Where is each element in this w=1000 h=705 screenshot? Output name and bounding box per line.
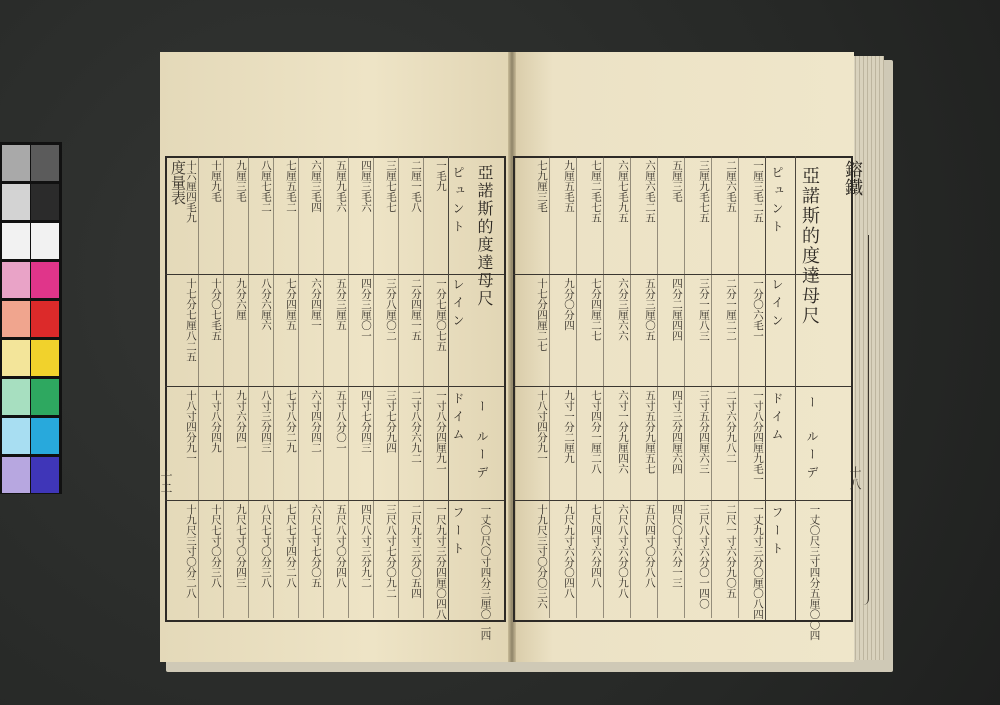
band-divider: [165, 500, 504, 501]
table-cell: 十厘九毛: [210, 160, 222, 202]
column-rule: [711, 156, 712, 618]
table-cell: 七九厘三毛: [536, 160, 548, 213]
table-cell: 四尺八寸三分九二: [360, 504, 372, 588]
table-cell: 五尺八寸〇分四八: [335, 504, 347, 588]
table-cell: 四分三厘〇一: [360, 278, 372, 341]
swatch: [31, 457, 59, 493]
table-cell: 五尺四寸〇分八八: [644, 504, 656, 588]
right-label-deim: ドイム: [770, 392, 784, 446]
column-rule: [298, 156, 299, 618]
table-cell: 三厘七毛七: [385, 160, 397, 213]
column-rule: [684, 156, 685, 618]
right-roede-label: ルーデ: [805, 430, 819, 484]
right-label-voet: フート: [770, 506, 784, 560]
left-roede-mark: ー: [475, 400, 489, 418]
table-cell: 七分四厘二七: [590, 278, 602, 341]
table-cell: 九寸一分二厘九: [563, 390, 575, 464]
column-rule: [223, 156, 224, 618]
right-label-rein: レイン: [770, 278, 784, 332]
table-cell: 二寸八分六九二: [410, 390, 422, 464]
column-rule: [348, 156, 349, 618]
swatch: [2, 184, 30, 220]
table-cell: 九厘五毛五: [563, 160, 575, 213]
table-cell: 一寸八分四厘九毛一: [752, 390, 764, 485]
table-cell: 四厘三毛六: [360, 160, 372, 213]
right-roede-mark: ー: [805, 396, 819, 414]
swatch: [2, 418, 30, 454]
swatch: [31, 223, 59, 259]
right-roede-value: 一丈〇尺三寸四分五厘〇〇四: [808, 504, 821, 641]
table-cell: 七寸八分二九: [285, 390, 297, 453]
swatch: [31, 145, 59, 181]
table-cell: 五寸八分〇一: [335, 390, 347, 453]
table-cell: 三分八厘〇二: [385, 278, 397, 341]
header-divider: [765, 156, 766, 620]
table-cell: 六尺八寸六分〇九八: [617, 504, 629, 599]
table-cell: 九尺七寸〇分四三: [235, 504, 247, 588]
table-cell: 六寸一分九厘四六: [617, 390, 629, 474]
column-rule: [423, 156, 424, 618]
left-margin-title: 度量表: [169, 160, 187, 205]
swatch: [31, 184, 59, 220]
table-cell: 十九尺三寸〇分〇三六: [536, 504, 548, 609]
table-cell: 二厘一毛八: [410, 160, 422, 213]
table-cell: 五分三厘五: [335, 278, 347, 331]
column-rule: [323, 156, 324, 618]
column-rule: [549, 156, 550, 618]
swatch: [2, 262, 30, 298]
table-cell: 十寸八分四九: [210, 390, 222, 453]
table-cell: 五厘九毛六: [335, 160, 347, 213]
table-cell: 五分三厘〇五: [644, 278, 656, 341]
table-cell: 七寸四分一厘二八: [590, 390, 602, 474]
band-divider: [165, 274, 504, 275]
table-cell: 三分一厘八三: [698, 278, 710, 341]
header-divider: [448, 156, 449, 620]
table-cell: 十八寸四分九一: [536, 390, 548, 464]
table-cell: 十九尺三寸〇分二八: [185, 504, 197, 599]
table-cell: 十七分四厘二七: [536, 278, 548, 352]
table-cell: 八尺七寸〇分三八: [260, 504, 272, 588]
table-cell: 四寸三分四厘六四: [671, 390, 683, 474]
table-cell: 四分二厘四四: [671, 278, 683, 341]
right-margin-border: [858, 235, 869, 605]
right-margin-folio: 十八: [848, 466, 862, 490]
table-cell: 八分六厘六: [260, 278, 272, 331]
table-cell: 六尺七寸七分〇五: [310, 504, 322, 588]
table-cell: 六厘三毛四: [310, 160, 322, 213]
table-cell: 五寸五分九厘五七: [644, 390, 656, 474]
column-rule: [603, 156, 604, 618]
table-cell: 三尺八寸六分〇一四〇: [698, 504, 710, 609]
table-cell: 六厘六毛二五: [644, 160, 656, 223]
table-cell: 十八寸四分九一: [185, 390, 197, 464]
table-cell: 十七分七厘八二五: [185, 278, 197, 362]
table-cell: 二尺九寸三分〇五四: [410, 504, 422, 599]
column-rule: [738, 156, 739, 618]
swatch: [2, 457, 30, 493]
table-cell: 八寸三分四三: [260, 390, 272, 453]
column-rule: [630, 156, 631, 618]
table-cell: 四寸七分四三: [360, 390, 372, 453]
band-divider: [165, 386, 504, 387]
table-cell: 一厘三毛二五: [752, 160, 764, 223]
table-cell: 十尺七寸〇分三八: [210, 504, 222, 588]
left-title: 亞諾斯的度達母尺: [475, 164, 494, 308]
table-cell: 七厘五毛二: [285, 160, 297, 213]
column-rule: [273, 156, 274, 618]
table-cell: 一寸八分四厘九一: [435, 390, 447, 474]
table-cell: 二寸六分九八二: [725, 390, 737, 464]
column-rule: [198, 156, 199, 618]
table-cell: 六分三厘六六: [617, 278, 629, 341]
table-cell: 九寸六分四一: [235, 390, 247, 453]
column-rule: [373, 156, 374, 618]
column-rule: [398, 156, 399, 618]
column-rule: [657, 156, 658, 618]
swatch: [31, 262, 59, 298]
header-divider: [795, 156, 796, 620]
right-title: 亞諾斯的度達母尺: [799, 166, 820, 326]
band-divider: [513, 500, 851, 501]
table-cell: 七尺四寸六分四八: [590, 504, 602, 588]
table-cell: 一分七厘〇七五: [435, 278, 447, 352]
swatch: [2, 145, 30, 181]
right-label-peunt: ピュント: [770, 166, 784, 238]
table-cell: 十分〇七毛五: [210, 278, 222, 341]
table-cell: 二尺一寸六分九〇五: [725, 504, 737, 599]
table-cell: 七分四厘五: [285, 278, 297, 331]
table-cell: 三尺八寸七分〇九二: [385, 504, 397, 599]
swatch: [31, 340, 59, 376]
table-cell: 九分六厘: [235, 278, 247, 320]
left-label-peunt: ピュント: [451, 166, 465, 238]
swatch: [2, 223, 30, 259]
color-checker: [0, 142, 62, 494]
table-cell: 六厘七毛九五: [617, 160, 629, 223]
table-cell: 二分一厘二二: [725, 278, 737, 341]
table-cell: 一毛九: [435, 160, 447, 192]
table-cell: 五厘三毛: [671, 160, 683, 202]
table-cell: 二厘六毛五: [725, 160, 737, 213]
swatch: [2, 379, 30, 415]
table-cell: 三寸五分四厘六三: [698, 390, 710, 474]
table-cell: 九分〇分四: [563, 278, 575, 331]
table-cell: 八厘七毛二: [260, 160, 272, 213]
table-cell: 三寸七分九四: [385, 390, 397, 453]
swatch: [31, 379, 59, 415]
table-cell: 一尺九寸三分四厘〇四八: [435, 504, 447, 620]
table-cell: 三厘九毛七五: [698, 160, 710, 223]
swatch: [2, 340, 30, 376]
table-cell: 六寸四分四二: [310, 390, 322, 453]
left-roede-label: ルーデ: [475, 430, 489, 484]
table-cell: 二分四厘一五: [410, 278, 422, 341]
left-label-voet: フート: [451, 506, 465, 560]
table-cell: 七厘二毛七五: [590, 160, 602, 223]
left-margin-folio: 十二: [159, 470, 173, 494]
table-cell: 六分四厘一: [310, 278, 322, 331]
table-cell: 七尺七寸四分二八: [285, 504, 297, 588]
left-roede-value: 一丈〇尺〇寸四分三厘〇二四: [479, 504, 492, 641]
column-rule: [576, 156, 577, 618]
column-rule: [248, 156, 249, 618]
table-cell: 一分〇六毛一: [752, 278, 764, 341]
band-divider: [513, 386, 851, 387]
swatch: [2, 301, 30, 337]
swatch: [31, 301, 59, 337]
table-cell: 一丈九寸三分〇厘〇八四: [752, 504, 764, 620]
left-label-rein: レイン: [451, 278, 465, 332]
right-margin-title: 鎔鐵: [842, 160, 863, 196]
table-cell: 十六厘四毛九: [185, 160, 197, 223]
table-cell: 四尺〇寸六分一三: [671, 504, 683, 588]
left-label-deim: ドイム: [451, 392, 465, 446]
swatch: [31, 418, 59, 454]
table-cell: 九尺九寸六分〇四八: [563, 504, 575, 599]
table-cell: 九厘三毛: [235, 160, 247, 202]
